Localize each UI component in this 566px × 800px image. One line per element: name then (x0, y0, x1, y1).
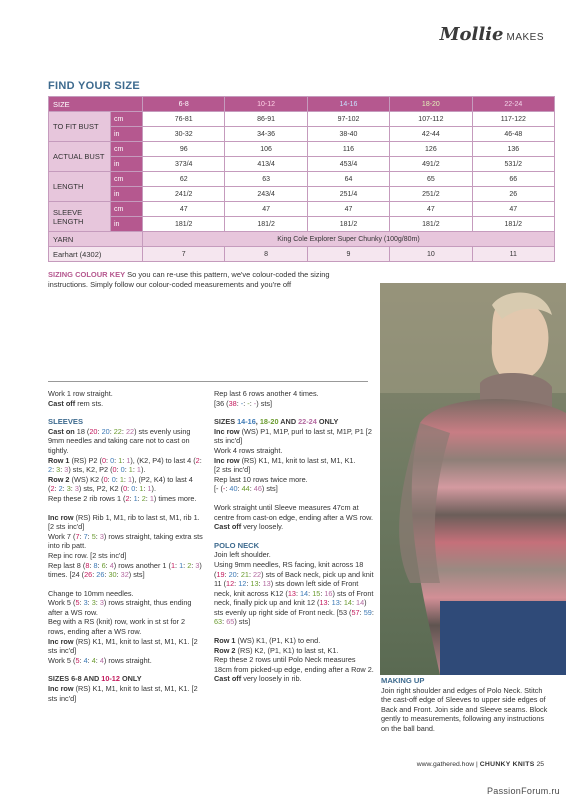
instruction-text: Inc row (WS) P1, M1P, purl to last st, M1P, P1 [2 sts inc'd] (214, 426, 372, 446)
table-cell: cm (111, 142, 143, 157)
table-cell: 251/4 (307, 187, 389, 202)
instruction-text: Work 1 row straight. (48, 389, 113, 398)
table-row (49, 187, 555, 202)
instruction-text: Row 2 (WS) K2 (0: 0: 1: 1), (P2, K4) to last 4 (2: 2: 3: 3) sts, P2, K2 (0: 0: 1: 1). (48, 474, 193, 494)
instruction-text: Beg with a RS (knit) row, work in st st for 2 rows, ending after a WS row. (48, 617, 186, 637)
brand-logo (440, 24, 544, 45)
table-cell: 14-16 (307, 97, 389, 112)
table-cell: 453/4 (307, 157, 389, 172)
instructions-column-2 (214, 389, 374, 684)
instruction-text: [2 sts inc'd] (214, 465, 251, 475)
making-up-heading: MAKING UP (381, 676, 425, 685)
table-cell: TO FIT BUST (49, 112, 111, 142)
brand-script: Mollie (439, 24, 504, 45)
table-cell: 30-32 (143, 127, 225, 142)
table-row (49, 97, 555, 112)
instruction-text: Row 1 (RS) P2 (0: 0: 1: 1), (K2, P4) to last 4 (2: 2: 3: 3) sts, K2, P2 (0: 0: 1: 1). (48, 455, 202, 475)
watermark: PassionForum.ru (486, 786, 560, 796)
sleeve-label-2: LENGTH (53, 216, 84, 226)
sizing-colour-key (48, 270, 338, 289)
footer-site[interactable]: www.gathered.how (416, 761, 475, 768)
footer-magazine: CHUNKY KNITS (479, 761, 535, 768)
sleeves-heading: SLEEVES (48, 417, 84, 427)
table-cell: 65 (390, 172, 472, 187)
table-cell: 181/2 (225, 217, 307, 232)
page-number: 25 (536, 761, 544, 768)
table-cell: 106 (225, 142, 307, 157)
table-cell: in (111, 157, 143, 172)
instruction-text: Inc row (RS) K1, M1, knit to last st, M1, K1. (214, 455, 356, 465)
table-cell: 47 (143, 202, 225, 217)
table-cell: 181/2 (472, 217, 554, 232)
table-cell: in (111, 187, 143, 202)
size-table (48, 96, 555, 262)
sizes-subheading: SIZES 6-8 AND 10-12 ONLY (48, 674, 142, 684)
instruction-text: [36 (38: -: -: -) sts] (214, 398, 273, 408)
table-cell: cm (111, 112, 143, 127)
key-text: So you can re-use this pattern, we've colour-coded the sizing instructions. Simply follow our colour-coded measurements and you're off (48, 270, 330, 289)
instruction-text: [- (-: 40: 44: 46) sts] (214, 484, 278, 494)
instruction-text: Cast on 18 (20: 20: 22: 22) sts evenly using 9mm needles and taking care not to cast on tightly. (48, 426, 191, 455)
table-cell (49, 202, 111, 232)
table-cell: 116 (307, 142, 389, 157)
page-footer: www.gathered.how | CHUNKY KNITS 25 (416, 761, 544, 768)
photo-illustration (380, 283, 566, 675)
table-cell: ACTUAL BUST (49, 142, 111, 172)
instruction-text: Row 1 (WS) K1, (P1, K1) to end. (214, 636, 321, 646)
table-cell: King Cole Explorer Super Chunky (100g/80m) (143, 232, 555, 247)
table-cell: 531/2 (472, 157, 554, 172)
instruction-text: Work 4 rows straight. (214, 445, 283, 455)
instruction-text: Work 7 (7: 7: 5: 3) rows straight, taking extra sts into rib patt. (48, 531, 203, 551)
table-cell: 96 (143, 142, 225, 157)
table-cell: 181/2 (143, 217, 225, 232)
table-cell: 6-8 (143, 97, 225, 112)
section-divider (48, 381, 368, 382)
instruction-text: Inc row (RS) K1, M1, knit to last st, M1, K1. [2 sts inc'd] (48, 684, 198, 703)
instruction-text: Row 2 (RS) K2, (P1, K1) to last st, K1. (214, 645, 339, 655)
table-cell: 491/2 (390, 157, 472, 172)
instruction-text: Rep last 10 rows twice more. (214, 474, 308, 484)
sweater-photo (380, 283, 566, 675)
instruction-text: Cast off rem sts. (48, 398, 104, 408)
table-cell: 181/2 (307, 217, 389, 232)
table-row (49, 247, 555, 262)
table-cell: 8 (225, 247, 307, 262)
table-cell: 86-91 (225, 112, 307, 127)
table-cell: 413/4 (225, 157, 307, 172)
table-cell: 47 (307, 202, 389, 217)
table-cell: in (111, 217, 143, 232)
brand-sub: MAKES (506, 32, 544, 43)
table-cell: 47 (472, 202, 554, 217)
table-cell: 181/2 (390, 217, 472, 232)
sizes-subheading: SIZES 14-16, 18-20 AND 22-24 ONLY (214, 417, 339, 427)
instruction-text: Work 5 (5: 3: 3: 3) rows straight, thus ending after a WS row. (48, 598, 192, 617)
instruction-text: Rep inc row. [2 sts inc'd] (48, 550, 127, 560)
table-cell: 126 (390, 142, 472, 157)
sleeve-label-1: SLEEVE (53, 207, 83, 217)
instruction-text: Using 9mm needles, RS facing, knit across 18 (19: 20: 21: 22) sts of Back neck, pick up and knit 11 (12: 12: 13: 13) sts down left side of Front neck, knit across K12 (13: 14: 15: 16) sts of Front neck, finally pick up and knit 12 (13: 13: 14: 14) sts evenly up right side of Front neck. [53 (57: 59: 63: 65) sts] (214, 559, 374, 627)
table-cell: YARN (49, 232, 143, 247)
table-cell: 76-81 (143, 112, 225, 127)
instruction-text: Cast off very loosely. (214, 522, 284, 532)
table-row (49, 217, 555, 232)
instruction-text: Work straight until Sleeve measures 47cm at centre from cast-on edge, ending after a WS row. (214, 502, 373, 522)
table-cell: 7 (143, 247, 225, 262)
table-cell: 373/4 (143, 157, 225, 172)
instruction-text: Rep these 2 rib rows 1 (2: 1: 2: 1) times more. (48, 493, 197, 503)
table-cell: 18-20 (390, 97, 472, 112)
table-cell: 10 (390, 247, 472, 262)
instruction-text: Join right shoulder and edges of Polo Neck. Stitch the cast-off edge of Sleeves to upper side edges of Back and Front. Join side and Sleeve seams. Block gently to measurements, following any instructions on the ball band. (381, 685, 548, 733)
table-cell: 42-44 (390, 127, 472, 142)
table-cell: 97-102 (307, 112, 389, 127)
instruction-text: Rep these 2 rows until Polo Neck measures 18cm from picked-up edge, ending after a Row 2. (214, 655, 374, 674)
table-cell: 26 (472, 187, 554, 202)
table-cell: 46-48 (472, 127, 554, 142)
table-cell: 22-24 (472, 97, 554, 112)
table-row (49, 172, 555, 187)
instruction-text: Inc row (RS) K1, M1, knit to last st, M1, K1. [2 sts inc'd] (48, 636, 198, 656)
instruction-text: Change to 10mm needles. (48, 588, 134, 598)
table-row (49, 232, 555, 247)
instruction-text: Rep last 8 (8: 8: 6: 4) rows another 1 (1: 1: 2: 3) times. [24 (26: 26: 30: 32) sts] (48, 560, 202, 580)
table-cell: 66 (472, 172, 554, 187)
table-cell: 62 (143, 172, 225, 187)
table-cell: 117-122 (472, 112, 554, 127)
table-row (49, 127, 555, 142)
making-up-column (381, 676, 549, 734)
table-cell: in (111, 127, 143, 142)
section-title: FIND YOUR SIZE (48, 80, 141, 92)
table-cell: 64 (307, 172, 389, 187)
table-cell: 136 (472, 142, 554, 157)
table-cell: cm (111, 172, 143, 187)
table-cell: 38-40 (307, 127, 389, 142)
table-cell: 34-36 (225, 127, 307, 142)
instruction-text: Cast off very loosely in rib. (214, 674, 302, 684)
table-row (49, 157, 555, 172)
instruction-text: Rep last 6 rows another 4 times. (214, 389, 319, 398)
table-row (49, 142, 555, 157)
polo-neck-heading: POLO NECK (214, 540, 260, 550)
table-cell: 63 (225, 172, 307, 187)
table-cell: 107-112 (390, 112, 472, 127)
table-cell: 10-12 (225, 97, 307, 112)
table-cell: 47 (390, 202, 472, 217)
instruction-text: Inc row (RS) Rib 1, M1, rib to last st, M1, rib 1. [2 sts inc'd] (48, 512, 200, 532)
table-cell: SIZE (49, 97, 143, 112)
instruction-text: Join left shoulder. (214, 550, 271, 560)
table-cell: 251/2 (390, 187, 472, 202)
instruction-text: Work 5 (5: 4: 4: 4) rows straight. (48, 655, 152, 665)
table-cell: 243/4 (225, 187, 307, 202)
instructions-column-1 (48, 389, 203, 703)
table-row (49, 112, 555, 127)
table-cell: LENGTH (49, 172, 111, 202)
table-cell: 11 (472, 247, 554, 262)
table-cell: Earhart (4302) (49, 247, 143, 262)
key-title: SIZING COLOUR KEY (48, 270, 126, 279)
table-cell: 47 (225, 202, 307, 217)
table-cell: 241/2 (143, 187, 225, 202)
table-cell: cm (111, 202, 143, 217)
table-cell: 9 (307, 247, 389, 262)
table-row (49, 202, 555, 217)
